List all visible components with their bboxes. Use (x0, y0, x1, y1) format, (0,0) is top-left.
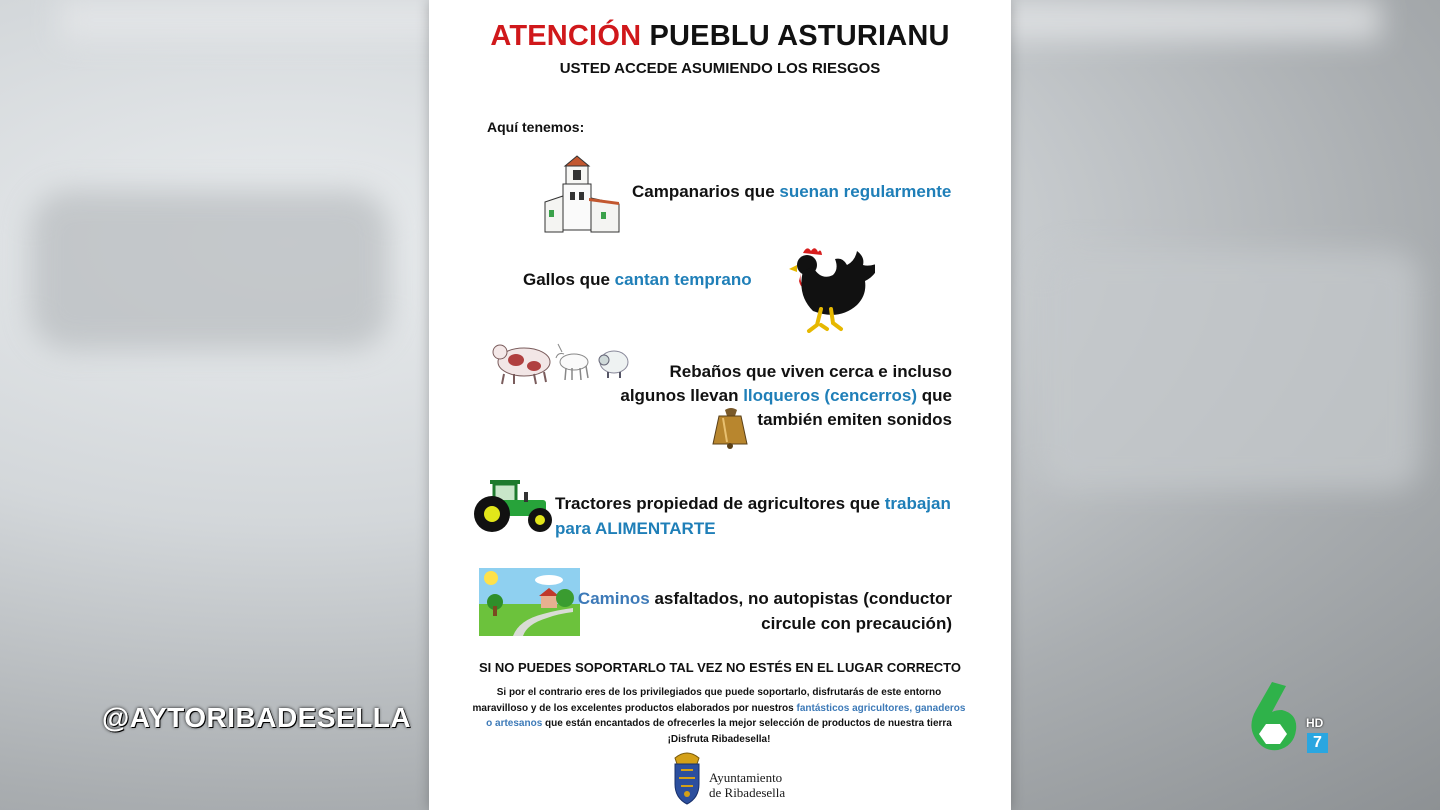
intro-text: Aquí tenemos: (487, 119, 585, 135)
coat-of-arms-icon (669, 750, 705, 806)
poster-title (429, 20, 1011, 53)
bell-tower-icon (543, 152, 621, 234)
title-attention: ATENCIÓN (490, 20, 642, 52)
herd-icon (490, 340, 632, 386)
social-handle: @AYTORIBADESELLA (102, 702, 412, 733)
rooster-icon (783, 243, 875, 333)
closing-paragraph: Si por el contrario eres de los privilegiados que puede soportarlo, disfrutarás de este entorno maravilloso y de los excelentes productos elaborados por nuestros fantásticos agricultores, ganaderos o artesanos que están encantados de ofrecerles la mejor selección de productos de nuestra tierra ¡Disfruta Ribadesella! (472, 687, 966, 745)
tractor-icon (472, 474, 556, 534)
cowbell-icon (711, 406, 749, 450)
channel-logo (1232, 680, 1332, 760)
poster-subtitle: USTED ACCEDE ASUMIENDO LOS RIESGOS (559, 60, 881, 77)
item-tractors: Tractores propiedad de agricultores que trabajan para ALIMENTARTE (555, 494, 951, 538)
item-roosters: Gallos que cantan temprano (523, 270, 752, 289)
item-herds: Rebaños que viven cerca e incluso algunos llevan lloqueros (cencerros) que también emiten sonidos (620, 362, 952, 429)
title-rest: PUEBLU ASTURIANU (649, 20, 950, 52)
footer-town-hall: Ayuntamiento de Ribadesella (709, 770, 786, 800)
country-road-icon (479, 568, 580, 636)
la-sexta-logo-icon (1232, 680, 1302, 756)
item-bell-towers: Campanarios que suenan regularmente (632, 182, 952, 201)
notice-poster (429, 0, 1011, 810)
warning-text: SI NO PUEDES SOPORTARLO TAL VEZ NO ESTÉS EN EL LUGAR CORRECTO (478, 660, 961, 675)
item-roads: Caminos asfaltados, no autopistas (conductor circule con precaución) (577, 589, 952, 633)
channel-hd: HD (1306, 716, 1324, 730)
channel-number: 7 (1307, 733, 1328, 753)
background-blur-left (30, 190, 390, 350)
background-blur-right (1040, 250, 1420, 490)
